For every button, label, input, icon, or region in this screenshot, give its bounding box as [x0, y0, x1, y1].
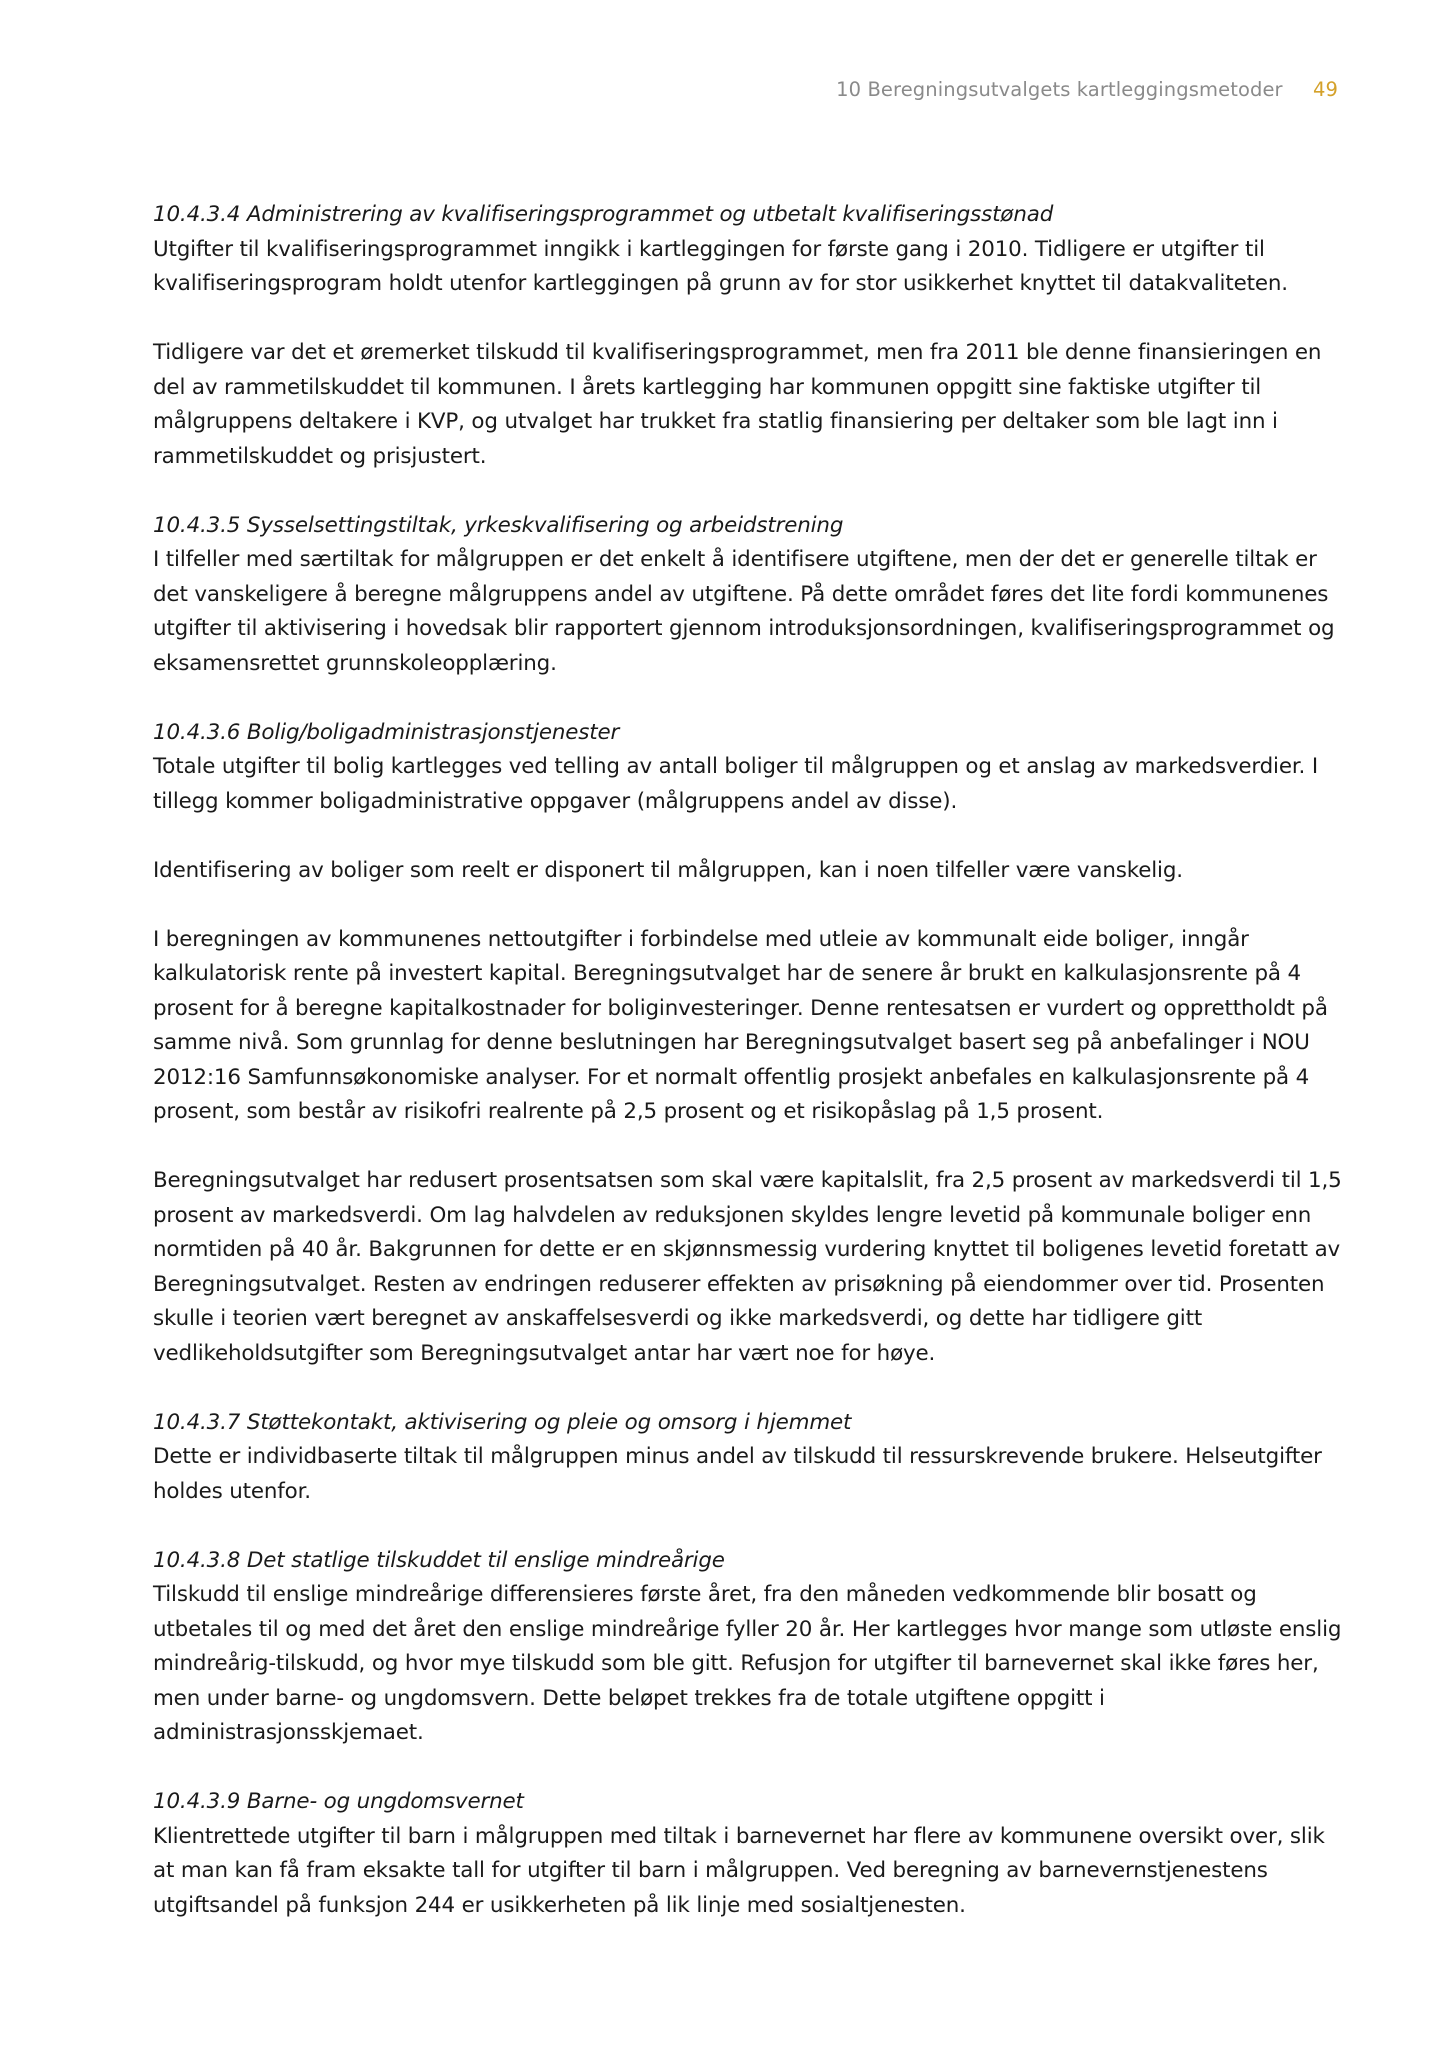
section-10-4-3-9 [153, 1785, 1343, 1923]
paragraph: Utgifter til kvalifiseringsprogrammet inngikk i kartleggingen for første gang i 2010. Tidligere er utgifter til kvalifiseringsprogram holdt utenfor kartleggingen på grunn av for stor usikkerhet knyttet til datakvaliteten. [153, 236, 1288, 296]
paragraph: Beregningsutvalget har redusert prosentsatsen som skal være kapitalslit, fra 2,5 prosent av markedsverdi til 1,5 prosent av markedsverdi. Om lag halvdelen av reduksjonen skyldes lengre levetid på kommunale boliger enn normtiden på 40 år. Bakgrunnen for dette er en skjønnsmessig vurdering knyttet til boligenes levetid foretatt av Beregningsutvalget. Resten av endringen reduserer effekten av prisøkning på eiendommer over tid. Prosenten skulle i teorien vært beregnet av anskaffelsesverdi og ikke markedsverdi, og dette har tidligere gitt vedlikeholdsutgifter som Beregningsutvalget antar har vært noe for høye. [153, 1168, 1342, 1366]
document-body [153, 198, 1343, 1958]
running-header [836, 78, 1338, 101]
section-heading: 10.4.3.7 Støttekontakt, aktivisering og pleie og omsorg i hjemmet [153, 1409, 852, 1435]
paragraph: Klientrettede utgifter til barn i målgruppen med tiltak i barnevernet har flere av kommunene oversikt over, slik at man kan få fram eksakte tall for utgifter til barn i målgruppen. Ved beregning av barnevernstjenestens utgiftsandel på funksjon 244 er usikkerheten på lik linje med sosialtjenesten. [153, 1823, 1325, 1918]
paragraph: Totale utgifter til bolig kartlegges ved telling av antall boliger til målgruppen og et anslag av markedsverdier. I tillegg kommer boligadministrative oppgaver (målgruppens andel av disse). [153, 754, 1318, 814]
page-number: 49 [1312, 78, 1338, 101]
paragraph: Tidligere var det et øremerket tilskudd til kvalifiseringsprogrammet, men fra 2011 ble denne finansieringen en del av rammetilskuddet til kommunen. I årets kartlegging har kommunen oppgitt sine faktiske utgifter til målgruppens deltakere i KVP, og utvalget har trukket fra statlig finansiering per deltaker som ble lagt inn i rammetilskuddet og prisjustert. [153, 340, 1322, 469]
section-10-4-3-4 [153, 198, 1343, 474]
section-10-4-3-7 [153, 1406, 1343, 1510]
section-10-4-3-6 [153, 716, 1343, 1372]
section-heading: 10.4.3.8 Det statlige tilskuddet til enslige mindreårige [153, 1547, 725, 1573]
section-10-4-3-8 [153, 1544, 1343, 1751]
paragraph: Identifisering av boliger som reelt er disponert til målgruppen, kan i noen tilfeller være vanskelig. [153, 857, 1183, 883]
section-heading: 10.4.3.5 Sysselsettingstiltak, yrkeskvalifisering og arbeidstrening [153, 512, 844, 538]
paragraph: Dette er individbaserte tiltak til målgruppen minus andel av tilskudd til ressurskrevende brukere. Helseutgifter holdes utenfor. [153, 1444, 1322, 1504]
section-heading: 10.4.3.6 Bolig/boligadministrasjonstjenester [153, 719, 620, 745]
section-heading: 10.4.3.9 Barne- og ungdomsvernet [153, 1789, 524, 1814]
paragraph: I tilfeller med særtiltak for målgruppen er det enkelt å identifisere utgiftene, men der det er generelle tiltak er det vanskeligere å beregne målgruppens andel av utgiftene. På dette området føres det lite fordi kommunenes utgifter til aktivisering i hovedsak blir rapportert gjennom introduksjonsordningen, kvalifiseringsprogrammet og eksamensrettet grunnskoleopplæring. [153, 547, 1335, 676]
section-heading: 10.4.3.4 Administrering av kvalifiseringsprogrammet og utbetalt kvalifiseringsstønad [153, 202, 1054, 227]
chapter-title: 10 Beregningsutvalgets kartleggingsmetoder [836, 78, 1283, 101]
section-10-4-3-5 [153, 509, 1343, 682]
paragraph: Tilskudd til enslige mindreårige differensieres første året, fra den måneden vedkommende blir bosatt og utbetales til og med det året den enslige mindreårige fyller 20 år. Her kartlegges hvor mange som utløste enslig mindreårig-tilskudd, og hvor mye tilskudd som ble gitt. Refusjon for utgifter til barnevernet skal ikke føres her, men under barne- og ungdomsvern. Dette beløpet trekkes fra de totale utgiftene oppgitt i administrasjonsskjemaet. [153, 1582, 1342, 1745]
paragraph: I beregningen av kommunenes nettoutgifter i forbindelse med utleie av kommunalt eide boliger, inngår kalkulatorisk rente på investert kapital. Beregningsutvalget har de senere år brukt en kalkulasjonsrente på 4 prosent for å beregne kapitalkostnader for boliginvesteringer. Denne rentesatsen er vurdert og opprettholdt på samme nivå. Som grunnlag for denne beslutningen har Beregningsutvalget basert seg på anbefalinger i NOU 2012:16 Samfunnsøkonomiske analyser. For et normalt offentlig prosjekt anbefales en kalkulasjonsrente på 4 prosent, som består av risikofri realrente på 2,5 prosent og et risikopåslag på 1,5 prosent. [153, 926, 1328, 1124]
